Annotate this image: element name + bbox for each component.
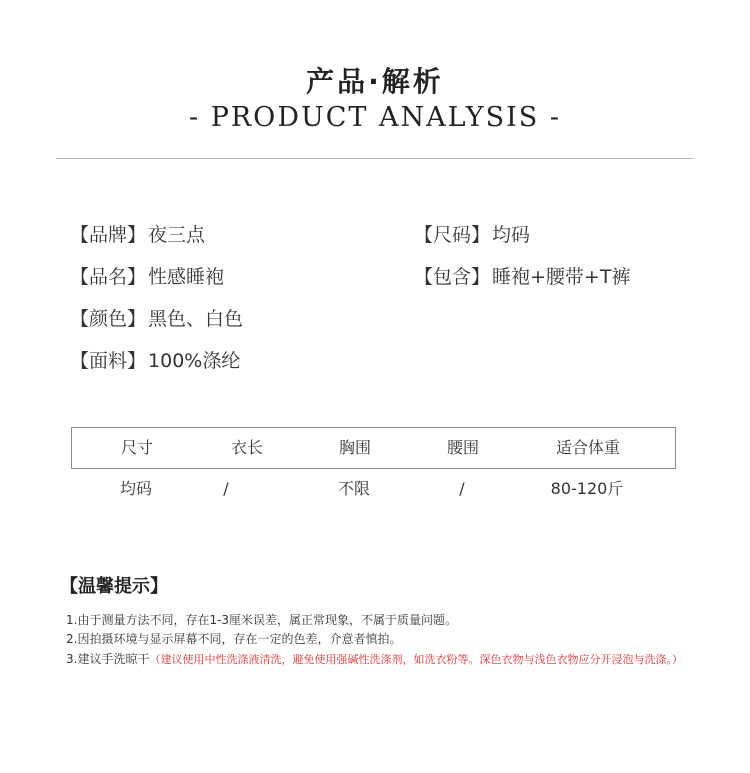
spec-fabric-value: 100%涤纶 (148, 350, 241, 372)
spec-fabric (70, 346, 240, 373)
row-cell-weight: 80-120斤 (550, 479, 624, 498)
size-table (71, 427, 676, 511)
spec-color-key: 【颜色】 (70, 308, 147, 330)
header-cell-waist: 腰围 (446, 438, 479, 457)
header-cell-bust: 胸围 (338, 438, 371, 457)
header-cell-size: 尺寸 (120, 438, 153, 457)
tip-item-3-text: 3.建议手洗晾干 (66, 652, 150, 666)
header-divider (56, 158, 694, 159)
tip-item-1: 1.由于测量方法不同，存在1-3厘米误差，属正常现象，不属于质量问题。 (66, 613, 458, 627)
spec-brand (70, 220, 205, 247)
spec-include-value: 睡袍+腰带+T裤 (492, 266, 631, 288)
row-cell-waist: / (459, 479, 465, 498)
spec-size-value: 均码 (492, 224, 531, 246)
size-table-header (71, 427, 676, 469)
header-cell-length: 衣长 (230, 438, 263, 457)
spec-name-value: 性感睡袍 (148, 266, 225, 288)
spec-name-key: 【品名】 (70, 266, 147, 288)
page-title-cn: 产品·解析 (306, 65, 444, 98)
header-cell-weight: 适合体重 (555, 438, 620, 457)
tip-item-3-note: （建议使用中性洗涤液清洗，避免使用强碱性洗涤剂，如洗衣粉等。深色衣物与浅色衣物应分开浸泡与洗涤。） (149, 653, 683, 666)
page-title-en: - PRODUCT ANALYSIS - (188, 102, 561, 133)
row-cell-size: 均码 (119, 479, 152, 498)
spec-include-key: 【包含】 (414, 266, 491, 288)
spec-color (70, 304, 243, 331)
spec-brand-value: 夜三点 (148, 224, 206, 246)
table-row (71, 469, 676, 511)
spec-size-key: 【尺码】 (414, 224, 491, 246)
tip-item-2: 2.因拍摄环境与显示屏幕不同，存在一定的色差，介意者慎拍。 (66, 632, 402, 646)
tips-title: 【温馨提示】 (60, 576, 168, 597)
spec-name (70, 262, 224, 289)
spec-fabric-key: 【面料】 (70, 350, 147, 372)
row-cell-bust: 不限 (337, 479, 370, 498)
spec-brand-key: 【品牌】 (70, 224, 147, 246)
tip-item-3 (66, 650, 683, 667)
spec-include (414, 262, 630, 289)
spec-size (414, 220, 530, 247)
spec-color-value: 黑色、白色 (148, 308, 244, 330)
row-cell-length: / (223, 479, 229, 498)
